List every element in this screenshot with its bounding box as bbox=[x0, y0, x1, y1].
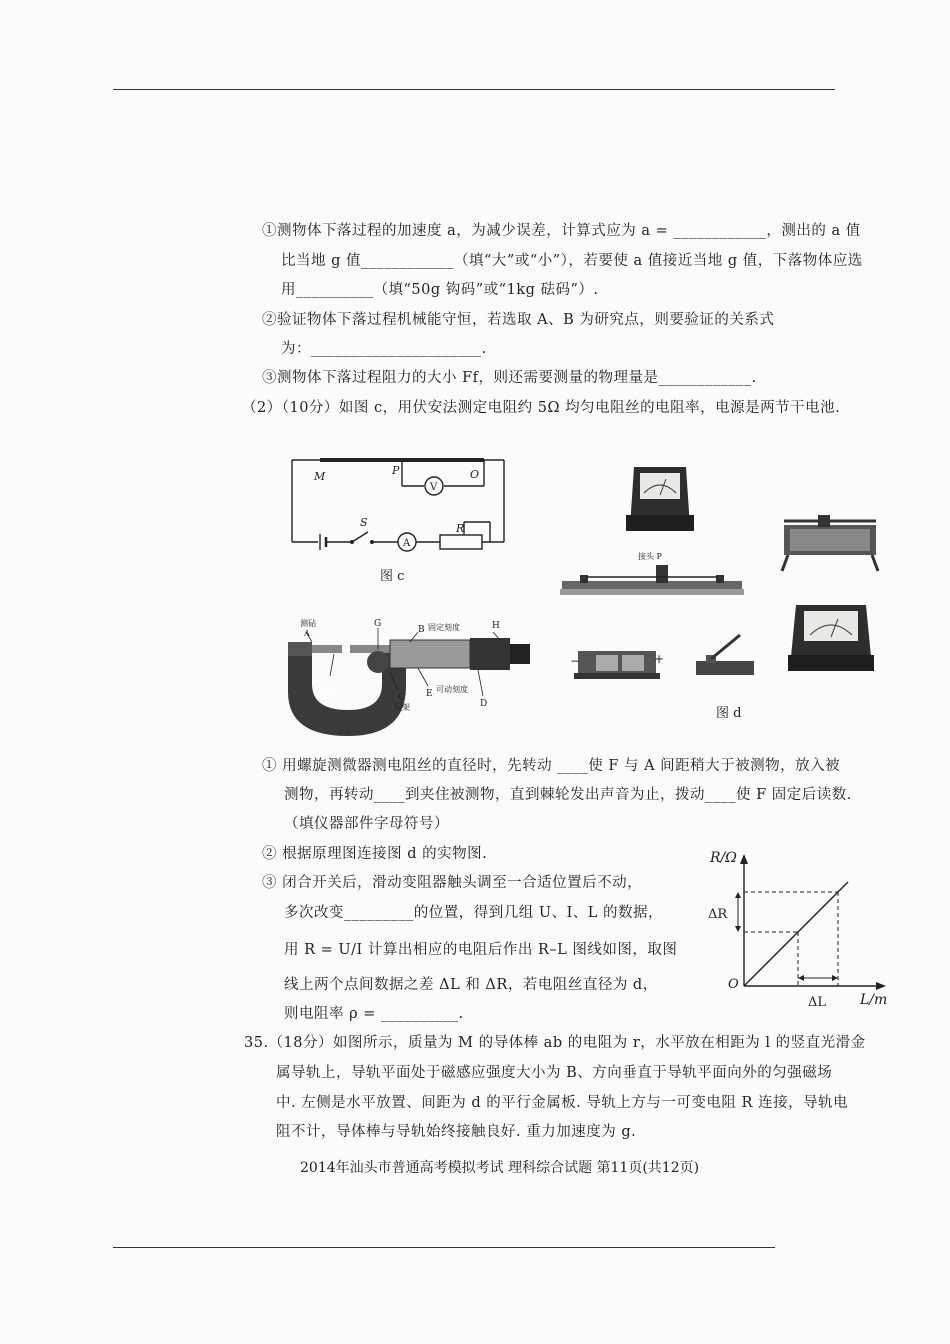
spindle-label: 测微螺杆 bbox=[314, 689, 346, 698]
graph-delta-l: ΔL bbox=[808, 995, 827, 1010]
q34-line-4: ②验证物体下落过程机械能守恒，若选取 A、B 为研究点，则要验证的关系式 bbox=[262, 312, 775, 328]
label-O: O bbox=[470, 468, 480, 481]
q35-line-2: 属导轨上，导轨平面处于磁感应强度大小为 B、方向垂直于导轨平面向外的匀强磁场 bbox=[276, 1065, 833, 1081]
item-3-line-4: 线上两个点间数据之差 ΔL 和 ΔR，若电阻丝直径为 d， bbox=[284, 977, 658, 993]
apparatus-fig-d bbox=[556, 455, 896, 725]
q34-line-2: 比当地 g 值____________（填“大”或“小”），若要使 a 值接近当地 g 值，下落物体应选 bbox=[281, 253, 863, 269]
switch-device bbox=[696, 635, 754, 675]
label-H: H bbox=[492, 621, 500, 631]
q35-line-4: 阻不计，导体棒与导轨始终接触良好. 重力加速度为 g. bbox=[276, 1124, 637, 1140]
anvil-label: 测砧 bbox=[300, 619, 316, 628]
header-rule bbox=[113, 89, 835, 90]
item-3-line-1: ③ 闭合开关后，滑动变阻器触头调至一合适位置后不动， bbox=[262, 875, 643, 891]
item-2: ② 根据原理图连接图 d 的实物图. bbox=[262, 846, 488, 862]
q34-line-3: 用__________（填“50g 钩码”或“1kg 砝码”）. bbox=[281, 282, 599, 298]
movable-scale-label: 可动刻度 bbox=[436, 685, 468, 694]
fixed-scale-label: 固定刻度 bbox=[428, 623, 460, 632]
graph-delta-r: ΔR bbox=[708, 907, 728, 922]
q35-line-3: 中. 左侧是水平放置、间距为 d 的平行金属板. 导轨上方与一可变电阻 R 连接，导轨电 bbox=[276, 1095, 849, 1111]
q35-line-1: 35.（18分）如图所示，质量为 M 的导体棒 ab 的电阻为 r，水平放在相距为 l 的竖直光滑金 bbox=[244, 1035, 866, 1051]
footer-rule bbox=[113, 1247, 775, 1248]
label-M: M bbox=[314, 470, 326, 483]
label-C: C bbox=[398, 693, 405, 703]
frame-label: 尺架 bbox=[394, 703, 410, 712]
ammeter-label: A bbox=[403, 538, 411, 549]
label-R: R bbox=[456, 522, 465, 535]
battery-plus: + bbox=[654, 652, 665, 666]
label-F: F bbox=[328, 679, 335, 689]
graph-origin: O bbox=[728, 977, 739, 992]
resistance-wire-board bbox=[560, 565, 744, 595]
q34-line-6: ③测物体下落过程阻力的大小 Ff，则还需要测量的物理量是____________. bbox=[262, 370, 757, 386]
anvil-letter-A: A bbox=[304, 629, 310, 638]
micrometer-fig bbox=[278, 612, 540, 742]
circuit-diagram-fig-c bbox=[280, 450, 520, 590]
label-E: E bbox=[426, 689, 433, 699]
item-3-line-3: 用 R = U/I 计算出相应的电阻后作出 R–L 图线如图，取图 bbox=[284, 942, 678, 958]
label-P: P bbox=[392, 464, 400, 477]
battery-device bbox=[574, 651, 660, 679]
q34-line-1: ①测物体下落过程的加速度 a，为减少误差，计算式应为 a = ____________，测出的 a 值 bbox=[262, 223, 861, 239]
label-G: G bbox=[374, 619, 382, 629]
clip-p-label: 接头 P bbox=[638, 552, 662, 561]
graph-x-label: L/m bbox=[860, 992, 888, 1008]
item-1-line-3: （填仪器部件字母符号） bbox=[284, 816, 449, 832]
item-1-line-2: 测物，再转动____到夹住被测物，直到棘轮发出声音为止，拨动____使 F 固定后读数. bbox=[284, 787, 852, 803]
label-D: D bbox=[480, 699, 488, 709]
r-l-graph bbox=[700, 846, 900, 1016]
page-footer: 2014年汕头市普通高考模拟考试 理科综合试题 第11页(共12页) bbox=[300, 1160, 700, 1176]
rheostat-device bbox=[782, 515, 878, 571]
voltmeter-device bbox=[626, 467, 694, 531]
ammeter-device bbox=[788, 605, 874, 671]
fig-d-caption: 图 d bbox=[716, 706, 742, 721]
fig-c-caption: 图 c bbox=[380, 569, 405, 584]
item-3-line-2: 多次改变_________的位置，得到几组 U、I、L 的数据， bbox=[284, 905, 664, 921]
battery-minus: − bbox=[570, 654, 581, 668]
q34-part2-intro: （2）（10分）如图 c，用伏安法测定电阻约 5Ω 均匀电阻丝的电阻率，电源是两节干电池. bbox=[242, 400, 841, 416]
item-3-line-5: 则电阻率 ρ = __________. bbox=[284, 1006, 464, 1022]
q34-line-5: 为：______________________. bbox=[281, 341, 487, 357]
item-1-line-1: ① 用螺旋测微器测电阻丝的直径时，先转动 ____使 F 与 A 间距稍大于被测物，放入被 bbox=[262, 758, 841, 774]
label-B: B bbox=[418, 625, 425, 635]
voltmeter-label: V bbox=[430, 482, 438, 493]
graph-y-label: R/Ω bbox=[710, 850, 737, 866]
label-S: S bbox=[360, 516, 368, 529]
